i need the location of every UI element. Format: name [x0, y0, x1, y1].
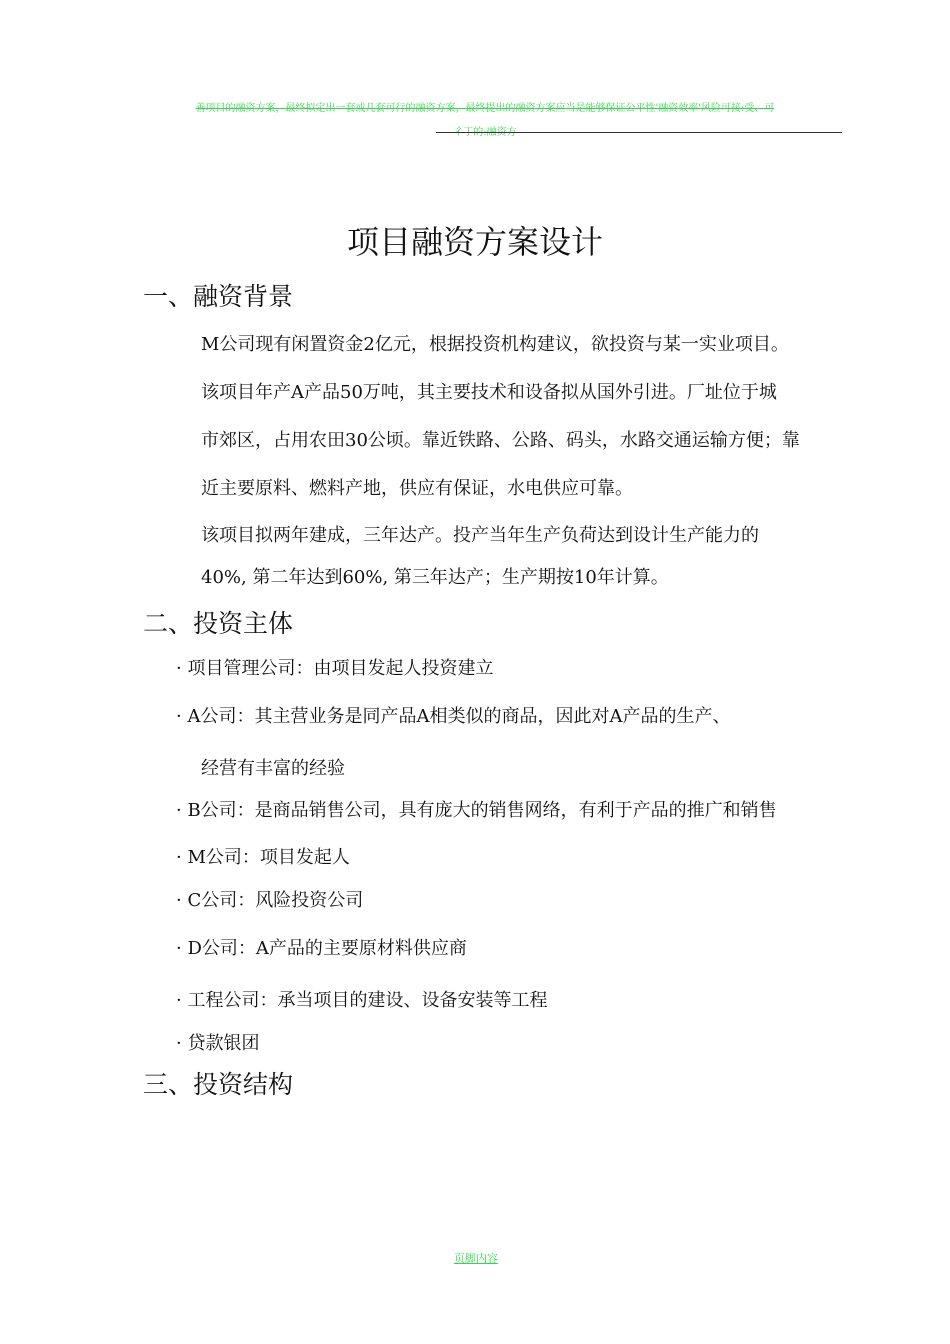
- investor-item-company-a-continued: 经营有丰富的经验: [201, 758, 345, 779]
- header-note-line1: 善项目的融资方案，最终拟定出一套或几套可行的融资方案，最终提出的融资方案应当是能够保证公平性'融资效率'风险可接:受、可: [195, 103, 775, 114]
- header-note: [130, 97, 840, 145]
- investor-item-bank-syndicate: · 贷款银团: [176, 1033, 260, 1054]
- background-line-5: 该项目拟两年建成，三年达产。投产当年生产负荷达到设计生产能力的: [201, 525, 759, 546]
- investor-item-engineering-company: · 工程公司：承当项目的建设、设备安装等工程: [176, 990, 548, 1011]
- background-line-4: 近主要原料、燃料产地，供应有保证，水电供应可靠。: [201, 478, 633, 499]
- header-divider: [436, 132, 842, 133]
- document-title: 项目融资方案设计: [346, 223, 603, 261]
- page-footer: 页脚内容: [454, 1252, 498, 1265]
- investor-item-company-c: · C公司：风险投资公司: [176, 890, 364, 911]
- investor-item-company-m: · M公司：项目发起人: [176, 847, 350, 868]
- header-note-line2: 彳丁的:融资方: [453, 127, 517, 138]
- background-line-2: 该项目年产A产品50万吨，其主要技术和设备拟从国外引进。厂址位于城: [201, 382, 777, 403]
- investor-item-management-company: · 项目管理公司：由项目发起人投资建立: [176, 658, 494, 679]
- background-line-1: M公司现有闲置资金2亿元，根据投资机构建议，欲投资与某一实业项目。: [201, 334, 789, 355]
- background-line-3: 市郊区，占用农田30公顷。靠近铁路、公路、码头，水路交通运输方便；靠: [201, 430, 800, 451]
- section-heading-background: 一、融资背景: [143, 282, 294, 311]
- investor-item-company-a: · A公司：其主营业务是同产品A相类似的商品，因此对A产品的生产、: [176, 706, 731, 727]
- section-heading-structure: 三、投资结构: [143, 1070, 294, 1099]
- investor-item-company-b: · B公司：是商品销售公司，具有庞大的销售网络，有利于产品的推广和销售: [176, 800, 777, 821]
- section-heading-investors: 二、投资主体: [143, 609, 294, 638]
- background-line-6: 40%, 第二年达到60%, 第三年达产；生产期按10年计算。: [201, 567, 669, 588]
- investor-item-company-d: · D公司：A产品的主要原材料供应商: [176, 938, 467, 959]
